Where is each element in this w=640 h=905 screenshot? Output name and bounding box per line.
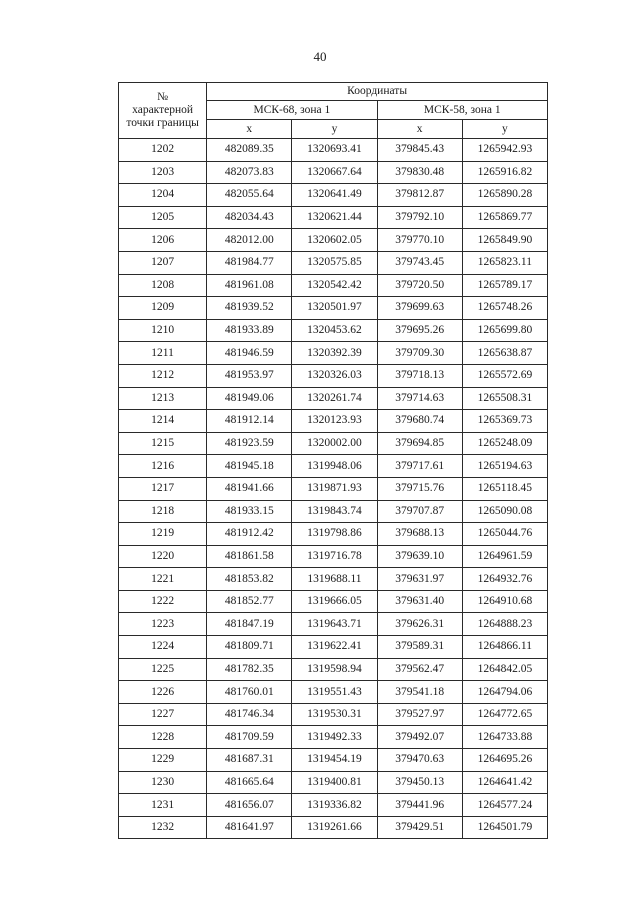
x-msk58-cell: 379589.31 xyxy=(377,636,462,659)
x-msk58-cell: 379527.97 xyxy=(377,703,462,726)
point-number-cell: 1209 xyxy=(119,297,207,320)
x-msk68-cell: 481945.18 xyxy=(207,455,292,478)
x-msk68-cell: 482073.83 xyxy=(207,161,292,184)
y-msk68-cell: 1320693.41 xyxy=(292,139,377,162)
y-msk58-cell: 1265090.08 xyxy=(462,500,547,523)
table-row xyxy=(119,274,548,297)
point-number-cell: 1203 xyxy=(119,161,207,184)
y-msk58-cell: 1264961.59 xyxy=(462,545,547,568)
y-msk68-cell: 1320621.44 xyxy=(292,206,377,229)
point-number-cell: 1214 xyxy=(119,410,207,433)
axis-header-y-msk58: y xyxy=(462,120,547,139)
x-msk58-cell: 379695.26 xyxy=(377,319,462,342)
x-msk58-cell: 379429.51 xyxy=(377,816,462,839)
x-msk68-cell: 481687.31 xyxy=(207,749,292,772)
point-number-cell: 1219 xyxy=(119,523,207,546)
x-msk68-cell: 481853.82 xyxy=(207,568,292,591)
table-row xyxy=(119,319,548,342)
point-number-cell: 1224 xyxy=(119,636,207,659)
x-msk68-cell: 482055.64 xyxy=(207,184,292,207)
table-row xyxy=(119,251,548,274)
x-msk68-cell: 481984.77 xyxy=(207,251,292,274)
point-number-cell: 1202 xyxy=(119,139,207,162)
x-msk68-cell: 481782.35 xyxy=(207,658,292,681)
point-number-cell: 1210 xyxy=(119,319,207,342)
x-msk68-cell: 481760.01 xyxy=(207,681,292,704)
y-msk58-cell: 1265916.82 xyxy=(462,161,547,184)
point-number-cell: 1218 xyxy=(119,500,207,523)
point-number-cell: 1220 xyxy=(119,545,207,568)
table-row xyxy=(119,410,548,433)
y-msk58-cell: 1264932.76 xyxy=(462,568,547,591)
x-msk58-cell: 379492.07 xyxy=(377,726,462,749)
y-msk58-cell: 1265508.31 xyxy=(462,387,547,410)
point-number-cell: 1230 xyxy=(119,771,207,794)
x-msk58-cell: 379470.63 xyxy=(377,749,462,772)
x-msk58-cell: 379541.18 xyxy=(377,681,462,704)
y-msk58-cell: 1264772.65 xyxy=(462,703,547,726)
axis-header-x-msk68: x xyxy=(207,120,292,139)
y-msk58-cell: 1265890.28 xyxy=(462,184,547,207)
x-msk68-cell: 481847.19 xyxy=(207,613,292,636)
x-msk68-cell: 481933.89 xyxy=(207,319,292,342)
y-msk68-cell: 1319598.94 xyxy=(292,658,377,681)
x-msk68-cell: 481939.52 xyxy=(207,297,292,320)
table-row xyxy=(119,432,548,455)
y-msk58-cell: 1265823.11 xyxy=(462,251,547,274)
y-msk58-cell: 1265572.69 xyxy=(462,364,547,387)
y-msk68-cell: 1320602.05 xyxy=(292,229,377,252)
y-msk68-cell: 1320575.85 xyxy=(292,251,377,274)
x-msk58-cell: 379830.48 xyxy=(377,161,462,184)
table-row xyxy=(119,161,548,184)
point-number-cell: 1222 xyxy=(119,590,207,613)
point-number-cell: 1204 xyxy=(119,184,207,207)
y-msk58-cell: 1264842.05 xyxy=(462,658,547,681)
table-row xyxy=(119,568,548,591)
table-row xyxy=(119,387,548,410)
x-msk68-cell: 481861.58 xyxy=(207,545,292,568)
y-msk68-cell: 1319948.06 xyxy=(292,455,377,478)
y-msk68-cell: 1320501.97 xyxy=(292,297,377,320)
x-msk58-cell: 379639.10 xyxy=(377,545,462,568)
axis-header-x-msk58: x xyxy=(377,120,462,139)
x-msk58-cell: 379441.96 xyxy=(377,794,462,817)
point-number-cell: 1211 xyxy=(119,342,207,365)
y-msk68-cell: 1319666.05 xyxy=(292,590,377,613)
x-msk68-cell: 481656.07 xyxy=(207,794,292,817)
x-msk58-cell: 379718.13 xyxy=(377,364,462,387)
x-msk58-cell: 379631.97 xyxy=(377,568,462,591)
y-msk68-cell: 1319336.82 xyxy=(292,794,377,817)
table-row xyxy=(119,139,548,162)
y-msk68-cell: 1319843.74 xyxy=(292,500,377,523)
x-msk58-cell: 379631.40 xyxy=(377,590,462,613)
x-msk68-cell: 481641.97 xyxy=(207,816,292,839)
y-msk68-cell: 1319622.41 xyxy=(292,636,377,659)
x-msk68-cell: 481912.14 xyxy=(207,410,292,433)
y-msk58-cell: 1265638.87 xyxy=(462,342,547,365)
x-msk68-cell: 481809.71 xyxy=(207,636,292,659)
x-msk58-cell: 379688.13 xyxy=(377,523,462,546)
x-msk58-cell: 379694.85 xyxy=(377,432,462,455)
point-number-cell: 1227 xyxy=(119,703,207,726)
x-msk58-cell: 379714.63 xyxy=(377,387,462,410)
y-msk58-cell: 1264695.26 xyxy=(462,749,547,772)
x-msk68-cell: 481709.59 xyxy=(207,726,292,749)
point-number-cell: 1217 xyxy=(119,477,207,500)
table-row xyxy=(119,477,548,500)
point-number-label: характерной точки границы xyxy=(126,104,199,129)
y-msk68-cell: 1319871.93 xyxy=(292,477,377,500)
point-number-cell: 1225 xyxy=(119,658,207,681)
page-number: 40 xyxy=(313,49,327,64)
x-msk58-cell: 379707.87 xyxy=(377,500,462,523)
point-number-cell: 1205 xyxy=(119,206,207,229)
point-number-header xyxy=(119,83,207,139)
point-number-cell: 1213 xyxy=(119,387,207,410)
y-msk58-cell: 1265044.76 xyxy=(462,523,547,546)
point-number-cell: 1226 xyxy=(119,681,207,704)
y-msk68-cell: 1320326.03 xyxy=(292,364,377,387)
table-row xyxy=(119,794,548,817)
y-msk58-cell: 1264888.23 xyxy=(462,613,547,636)
table-row xyxy=(119,816,548,839)
table-row xyxy=(119,206,548,229)
y-msk58-cell: 1265118.45 xyxy=(462,477,547,500)
y-msk58-cell: 1265248.09 xyxy=(462,432,547,455)
point-number-cell: 1223 xyxy=(119,613,207,636)
table-row xyxy=(119,523,548,546)
point-number-cell: 1228 xyxy=(119,726,207,749)
x-msk58-cell: 379699.63 xyxy=(377,297,462,320)
y-msk68-cell: 1320123.93 xyxy=(292,410,377,433)
table-row xyxy=(119,771,548,794)
table-row xyxy=(119,636,548,659)
table-row xyxy=(119,229,548,252)
x-msk68-cell: 482089.35 xyxy=(207,139,292,162)
x-msk58-cell: 379715.76 xyxy=(377,477,462,500)
table-row xyxy=(119,364,548,387)
y-msk68-cell: 1319688.11 xyxy=(292,568,377,591)
y-msk68-cell: 1320261.74 xyxy=(292,387,377,410)
x-msk68-cell: 481912.42 xyxy=(207,523,292,546)
y-msk68-cell: 1319551.43 xyxy=(292,681,377,704)
y-msk68-cell: 1319261.66 xyxy=(292,816,377,839)
y-msk58-cell: 1265869.77 xyxy=(462,206,547,229)
y-msk68-cell: 1319492.33 xyxy=(292,726,377,749)
y-msk68-cell: 1320453.62 xyxy=(292,319,377,342)
point-number-cell: 1229 xyxy=(119,749,207,772)
y-msk68-cell: 1319454.19 xyxy=(292,749,377,772)
system-header-msk58: МСК-58, зона 1 xyxy=(377,101,547,120)
point-number-cell: 1216 xyxy=(119,455,207,478)
y-msk58-cell: 1264641.42 xyxy=(462,771,547,794)
table-row xyxy=(119,184,548,207)
axis-header-y-msk68: y xyxy=(292,120,377,139)
x-msk58-cell: 379792.10 xyxy=(377,206,462,229)
table-row xyxy=(119,703,548,726)
point-number-cell: 1206 xyxy=(119,229,207,252)
point-number-cell: 1232 xyxy=(119,816,207,839)
y-msk68-cell: 1319643.71 xyxy=(292,613,377,636)
y-msk68-cell: 1320641.49 xyxy=(292,184,377,207)
x-msk68-cell: 482012.00 xyxy=(207,229,292,252)
x-msk58-cell: 379812.87 xyxy=(377,184,462,207)
x-msk68-cell: 481852.77 xyxy=(207,590,292,613)
y-msk58-cell: 1265748.26 xyxy=(462,297,547,320)
y-msk68-cell: 1319798.86 xyxy=(292,523,377,546)
x-msk68-cell: 481923.59 xyxy=(207,432,292,455)
x-msk58-cell: 379720.50 xyxy=(377,274,462,297)
point-number-cell: 1212 xyxy=(119,364,207,387)
y-msk58-cell: 1265942.93 xyxy=(462,139,547,162)
y-msk68-cell: 1319530.31 xyxy=(292,703,377,726)
system-header-msk68: МСК-68, зона 1 xyxy=(207,101,377,120)
x-msk68-cell: 481933.15 xyxy=(207,500,292,523)
table-row xyxy=(119,455,548,478)
y-msk58-cell: 1265789.17 xyxy=(462,274,547,297)
table-row xyxy=(119,297,548,320)
table-row xyxy=(119,749,548,772)
y-msk58-cell: 1264577.24 xyxy=(462,794,547,817)
point-number-symbol: № xyxy=(157,91,169,103)
table-row xyxy=(119,590,548,613)
y-msk58-cell: 1264501.79 xyxy=(462,816,547,839)
x-msk58-cell: 379845.43 xyxy=(377,139,462,162)
table-row xyxy=(119,726,548,749)
x-msk58-cell: 379626.31 xyxy=(377,613,462,636)
x-msk58-cell: 379450.13 xyxy=(377,771,462,794)
y-msk58-cell: 1264866.11 xyxy=(462,636,547,659)
y-msk58-cell: 1264910.68 xyxy=(462,590,547,613)
y-msk58-cell: 1265699.80 xyxy=(462,319,547,342)
coordinates-header: Координаты xyxy=(207,83,548,101)
y-msk58-cell: 1264733.88 xyxy=(462,726,547,749)
table-row xyxy=(119,681,548,704)
point-number-cell: 1215 xyxy=(119,432,207,455)
point-number-cell: 1231 xyxy=(119,794,207,817)
x-msk58-cell: 379770.10 xyxy=(377,229,462,252)
x-msk58-cell: 379680.74 xyxy=(377,410,462,433)
x-msk58-cell: 379562.47 xyxy=(377,658,462,681)
point-number-cell: 1221 xyxy=(119,568,207,591)
x-msk68-cell: 481946.59 xyxy=(207,342,292,365)
y-msk58-cell: 1265369.73 xyxy=(462,410,547,433)
y-msk68-cell: 1320002.00 xyxy=(292,432,377,455)
x-msk58-cell: 379743.45 xyxy=(377,251,462,274)
y-msk68-cell: 1320392.39 xyxy=(292,342,377,365)
x-msk68-cell: 481949.06 xyxy=(207,387,292,410)
y-msk68-cell: 1320542.42 xyxy=(292,274,377,297)
y-msk58-cell: 1264794.06 xyxy=(462,681,547,704)
x-msk58-cell: 379709.30 xyxy=(377,342,462,365)
y-msk68-cell: 1320667.64 xyxy=(292,161,377,184)
point-number-cell: 1207 xyxy=(119,251,207,274)
table-row xyxy=(119,658,548,681)
y-msk58-cell: 1265194.63 xyxy=(462,455,547,478)
coordinates-table xyxy=(118,82,548,839)
y-msk68-cell: 1319716.78 xyxy=(292,545,377,568)
table-row xyxy=(119,342,548,365)
x-msk68-cell: 481961.08 xyxy=(207,274,292,297)
table-row xyxy=(119,545,548,568)
table-row xyxy=(119,500,548,523)
y-msk68-cell: 1319400.81 xyxy=(292,771,377,794)
table-body xyxy=(119,139,548,839)
x-msk58-cell: 379717.61 xyxy=(377,455,462,478)
x-msk68-cell: 482034.43 xyxy=(207,206,292,229)
point-number-cell: 1208 xyxy=(119,274,207,297)
x-msk68-cell: 481953.97 xyxy=(207,364,292,387)
x-msk68-cell: 481941.66 xyxy=(207,477,292,500)
x-msk68-cell: 481665.64 xyxy=(207,771,292,794)
x-msk68-cell: 481746.34 xyxy=(207,703,292,726)
y-msk58-cell: 1265849.90 xyxy=(462,229,547,252)
table-row xyxy=(119,613,548,636)
